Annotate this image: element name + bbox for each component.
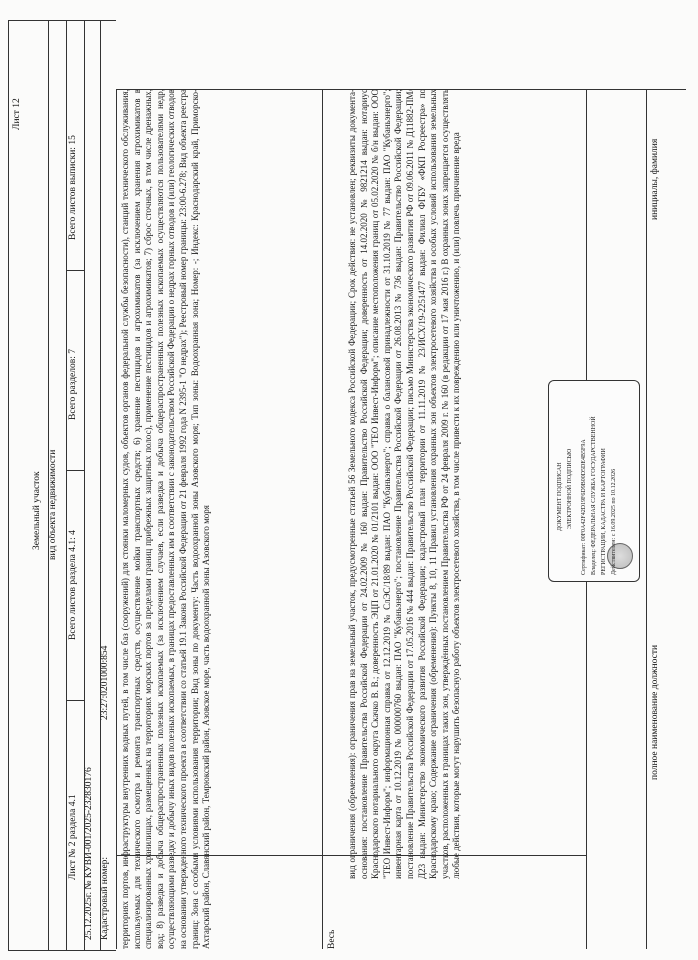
stamp-owner: Владелец: ФЕДЕРАЛЬНАЯ СЛУЖБА ГОСУДАРСТВЕННОЙ	[591, 416, 597, 575]
row-1	[120, 89, 320, 949]
sheets-total-page: Всего листов выписки: 15	[68, 135, 78, 240]
row-1-text: территориях портов, инфраструктуры внутренних водных путей, в том числе баз (сооружений) для стоянки маломерных судов, объектов органов федеральной службы безопасности), станций технического обслуживания, используемых для технического осмотра и ремонта транспортных средств, осуществление мойки транспортных средств; 6) хранение пестицидов и агрохимикатов (за исключением хранения агрохимикатов в специализированных хранилищах, размещенных на территориях морских портов за пределами границ прибрежных защитных полос), применение пестицидов и агрохимикатов; 7) сброс сточных, в том числе дренажных, вод; 8) разведка и добыча общераспространенных полезных ископаемых (за исключением случаев, если разведка и добыча общераспространенных полезных ископаемых осуществляются пользователями недр, осуществляющими разведку и добычу иных видов полезных ископаемых, в границах предоставленных им в соответствии с законодательством Российской Федерации о недрах горных отводов и (или) геологических отводов на основании утвержденного технического проекта в соответствии со статьей 19.1 Закона Российской Федерации от 21 февраля 1992 года N 2395-1 "О недрах"); Реестровый номер границы: 23:00-6.278; Вид объекта реестра границ: Зона с особыми условиями использования территории; Вид зоны по документу: Часть водоохранной зоны Азовского моря; Тип зоны: Водоохранная зона; Номер: -; Индекс: Краснодарский край, Приморско-Ахтарский район, Славянский район, Темрюкский район, Азовское море, часть водоохранной зоны Азовского моря	[120, 89, 212, 949]
stamp-title: ДОКУМЕНТ ПОДПИСАН	[557, 462, 563, 531]
sections-total-page: Всего разделов: 7	[68, 348, 78, 420]
row-2-label: Весь	[327, 929, 337, 949]
stamp-certificate: Сертификат: 00F0A42F42D19F6D9B00D5DE4B5F9A	[581, 439, 587, 575]
date-and-number-page: 25.12.2025г. № КУВИ-001/2025-232830176	[84, 767, 94, 940]
footer-position-label: полное наименование должности	[650, 644, 660, 780]
section-title-page: Земельный участок	[32, 471, 42, 550]
cadastral-label-page: Кадастровый номер:	[100, 856, 110, 940]
sheet-number-page: Лист 12	[12, 98, 22, 130]
stamp-owner-2: РЕГИСТРАЦИИ, КАДАСТРА И КАРТОГРАФИИ	[601, 448, 607, 575]
e-signature-stamp	[548, 380, 640, 582]
cadastral-number-page: 23:27:0201000:854	[100, 645, 110, 720]
stamp-subtitle: ЭЛЕКТРОННОЙ ПОДПИСЬЮ	[567, 448, 573, 529]
row-2	[322, 89, 585, 949]
footer-name-label: инициалы, фамилия	[650, 138, 660, 220]
sheet-of-section-page: Лист № 2 раздела 4.1	[68, 794, 78, 880]
sheets-in-section-page: Всего листов раздела 4.1: 4	[68, 530, 78, 640]
section-subtitle-page: вид объекта недвижимости	[48, 449, 58, 560]
header-strip	[8, 0, 118, 960]
row-2-text: вид ограничения (обременения): ограничения прав на земельный участок, предусмотренные статьей 56 Земельного кодекса Российской Федерации; Срок действия: не установлен; реквизиты документа-основания: постановление Правительства Российской Федерации от 24.02.2009 № 160 выдан: Правительство Российской Федерации; доверенность от 14.02.2020 № 9821214 выдан: нотариус Краснодарского нотариального округа Скачко В. В.; доверенность ЭЦП от 21.01.2020 № 01/2101 выдан: ООО "ТЕО Инвест-Информ"; описание местоположения границ от 05.02.2020 № б/н выдан: ООО "ТЕО Инвест-Информ"; информационная справка от 12.12.2019 № СлЭС/18/89 выдан: ПАО "Кубаньэнерго"; справка о балансовой принадлежности от 31.10.2019 № 77 выдан: ПАО "Кубаньэнерго"; инвентарная карта от 10.12.2019 № 000000760 выдан: ПАО "Кубаньэнерго"; постановление Правительства Российской Федерации от 26.08.2013 № 736 выдан: Правительство Российской Федерации; постановление Правительства Российской Федерации от 17.05.2016 № 444 выдан: Правительство Российской Федерации; письмо Министерства экономического развития РФ от 09.06.2011 № Д11882-ПМ/Д23 выдан: Министерство экономического развития Российской Федерации; кадастровый план территории от 11.11.2019 № 23/ИСХ/19-2251477 выдан: Филиал ФГБУ «ФКП Росреестра» по Краснодарскому краю; Содержание ограничения (обременения): Пункты 8, 10, 11 Правил установления охранных зон объектов электросетевого хозяйства и особых условий использования земельных участков, расположенных в границах таких зон, утверждённых постановлением Правительства РФ от 24 февраля 2009 г. № 160 (в редакции от 17 мая 2016 г.) В охранных зонах запрещается осуществлять любые действия, которые могут нарушить безопасную работу объектов электросетевого хозяйства, в том числе привести к их повреждению или уничтожению, и (или) повлечь причинение вреда	[347, 89, 462, 879]
stamp-validity: Действителен: с 16.09.2025 по 10.12.2026	[611, 468, 617, 575]
